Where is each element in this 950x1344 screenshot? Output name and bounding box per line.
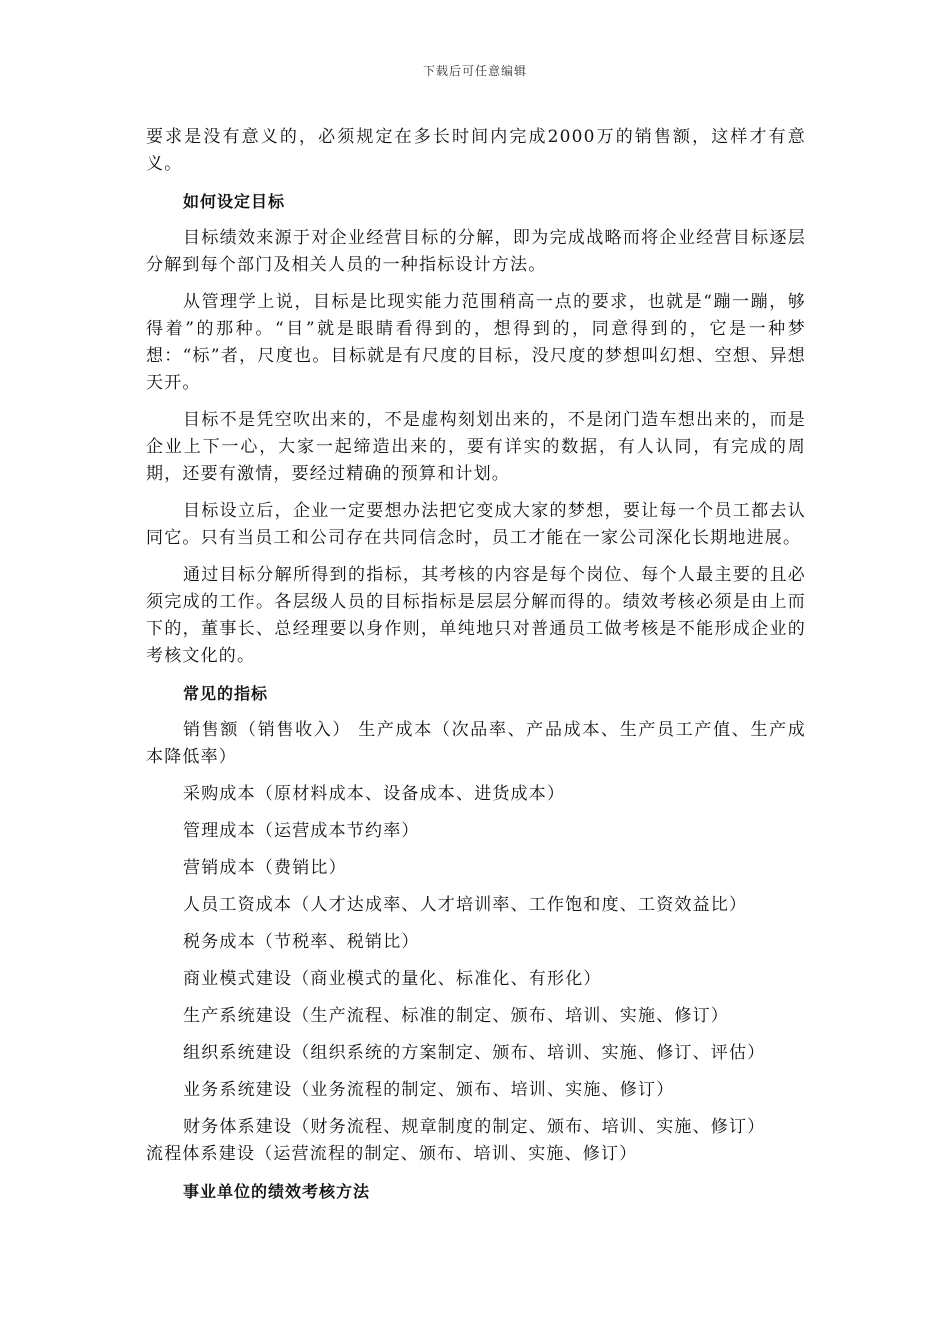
document-body [146,124,806,1215]
indicator-item-production-system: 生产系统建设（生产流程、标准的制定、颁布、培训、实施、修订） [183,1006,729,1026]
paragraph-continuation: 要求是没有意义的，必须规定在多长时间内完成2000万的销售额，这样才有意义。 [146,127,806,174]
section-heading-common-indicators: 常见的指标 [183,684,269,703]
indicator-item-purchasing: 采购成本（原材料成本、设备成本、进货成本） [183,784,566,804]
page-header: 下载后可任意编辑 [422,64,527,78]
paragraph-goal-decomposition: 通过目标分解所得到的指标，其考核的内容是每个岗位、每个人最主要的且必须完成的工作。各层级人员的目标指标是层层分解而得的。绩效考核必须是由上而下的，董事长、总经理要以身作则，单纯地只对普通员工做考核是不能形成企业的考核文化的。 [146,565,806,666]
section-heading-set-goals: 如何设定目标 [183,192,286,211]
indicator-item-business-system: 业务系统建设（业务流程的制定、颁布、培训、实施、修订） [183,1080,675,1100]
paragraph-management-view: 从管理学上说，目标是比现实能力范围稍高一点的要求，也就是“蹦一蹦，够得着”的那种。“目”就是眼睛看得到的，想得到的，同意得到的，它是一种梦想：“标”者，尺度也。目标就是有尺度的目标，没尺度的梦想叫幻想、空想、异想天开。 [146,292,806,393]
indicator-item-marketing: 营销成本（费销比） [183,858,347,878]
paragraph-goal-creation: 目标不是凭空吹出来的，不是虚构刻划出来的，不是闭门造车想出来的，而是企业上下一心，大家一起缔造出来的，要有详实的数据，有人认同，有完成的周期，还要有激情，要经过精确的预算和计划。 [146,410,806,484]
indicator-item-finance-system: 财务体系建设（财务流程、规章制度的制定、颁布、培训、实施、修订） [183,1117,766,1137]
paragraph-goal-source: 目标绩效来源于对企业经营目标的分解，即为完成战略而将企业经营目标逐层分解到每个部门及相关人员的一种指标设计方法。 [146,228,806,275]
indicator-item-tax: 税务成本（节税率、税销比） [183,932,420,952]
indicator-item-personnel: 人员工资成本（人才达成率、人才培训率、工作饱和度、工资效益比） [183,895,748,915]
indicator-item-management: 管理成本（运营成本节约率） [183,821,420,841]
paragraph-goal-adoption: 目标设立后，企业一定要想办法把它变成大家的梦想，要让每一个员工都去认同它。只有当员工和公司存在共同信念时，员工才能在一家公司深化长期地进展。 [146,501,806,548]
indicator-item-organization-system: 组织系统建设（组织系统的方案制定、颁布、培训、实施、修订、评估） [183,1043,766,1063]
section-heading-institution-appraisal: 事业单位的绩效考核方法 [183,1182,371,1201]
indicator-item-sales: 销售额（销售收入） 生产成本（次品率、产品成本、生产员工产值、生产成本降低率） [146,720,806,767]
indicator-item-business-model: 商业模式建设（商业模式的量化、标准化、有形化） [183,969,602,989]
indicator-item-process-system: 流程体系建设（运营流程的制定、颁布、培训、实施、修订） [146,1144,638,1164]
